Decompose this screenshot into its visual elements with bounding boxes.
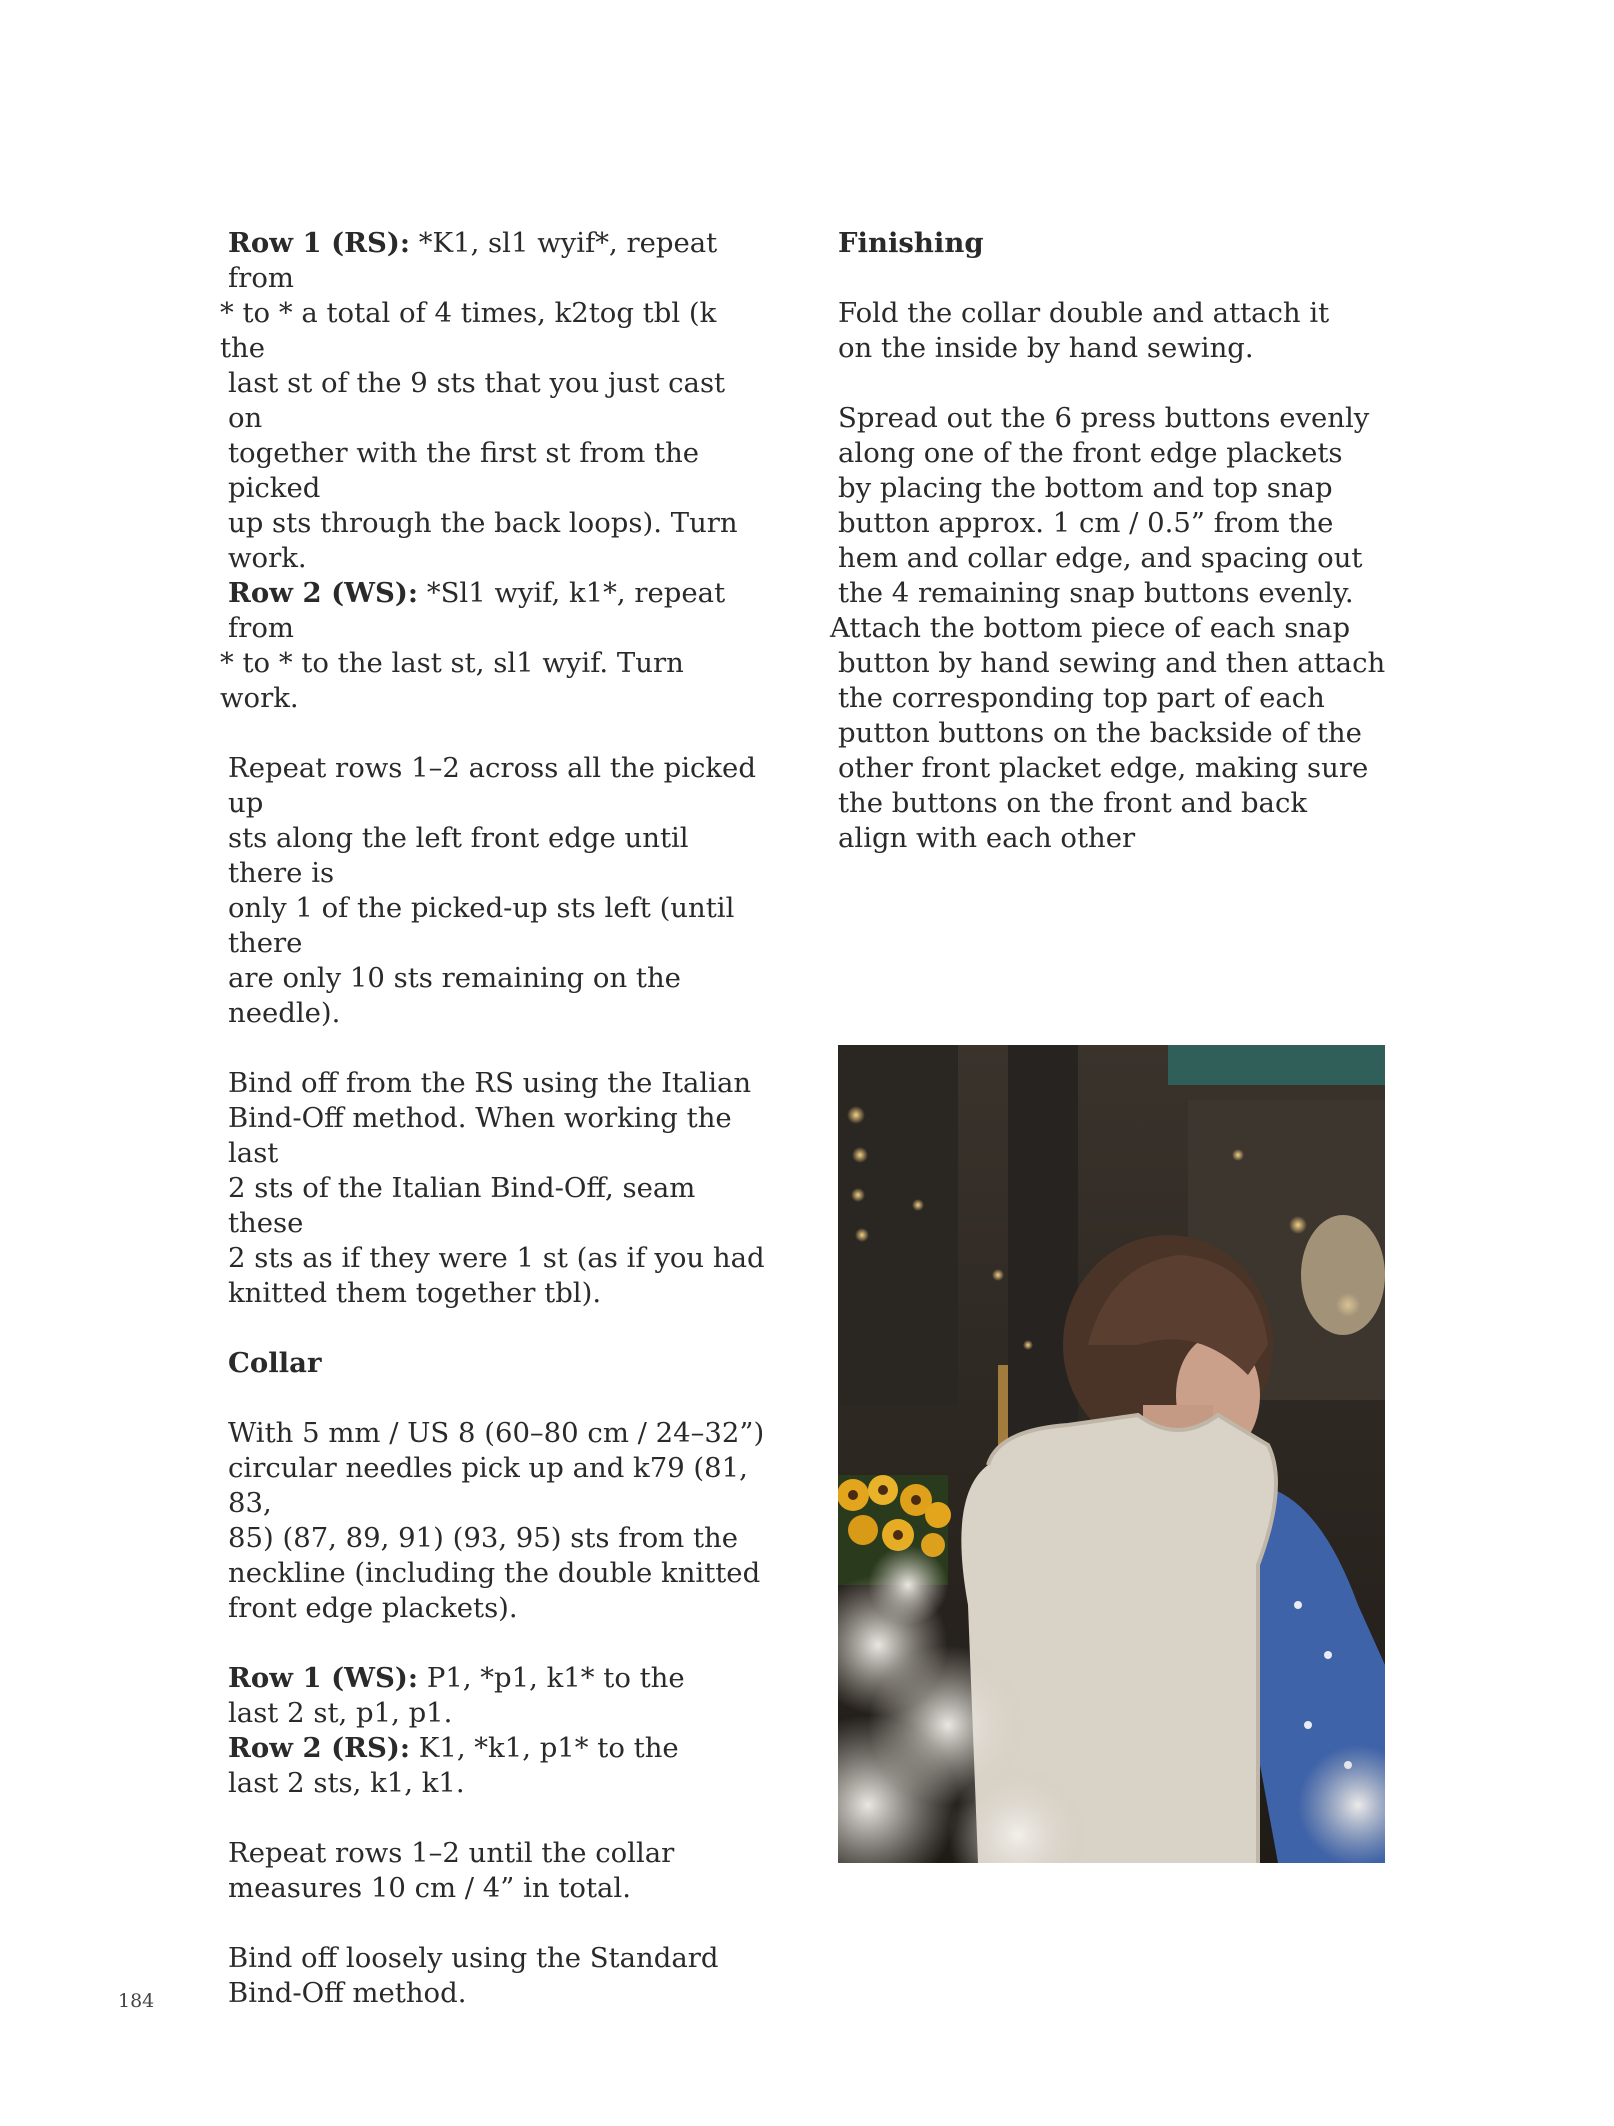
- text-line: With 5 mm / US 8 (60–80 cm / 24–32”): [228, 1417, 765, 1449]
- text-line: knitted them together tbl).: [228, 1277, 602, 1309]
- collar-row2-line2: last 2 sts, k1, k1.: [228, 1767, 465, 1799]
- fold-paragraph: [838, 296, 1398, 366]
- page-number: 184: [118, 1990, 155, 2012]
- text-line: hem and collar edge, and spacing out: [838, 542, 1363, 574]
- row1-text: *K1, sl1 wyif*, repeat from: [228, 227, 718, 294]
- text-line: sts along the left front edge until there is: [228, 822, 689, 889]
- photo-illustration: [838, 1045, 1385, 1863]
- text-line: button by hand sewing and then attach: [838, 647, 1386, 679]
- collar-heading: Collar: [228, 1347, 322, 1379]
- text-line: Bind-Off method.: [228, 1977, 467, 2009]
- collar-row1-text: P1, *p1, k1* to the: [418, 1662, 685, 1694]
- text-line: front edge plackets).: [228, 1592, 518, 1624]
- text-line: other front placket edge, making sure: [838, 752, 1369, 784]
- collar-row1-line2: last 2 st, p1, p1.: [228, 1697, 453, 1729]
- row1-line2: * to * a total of 4 times, k2tog tbl (k the: [220, 297, 717, 364]
- text-line: the corresponding top part of each: [838, 682, 1325, 714]
- collar-row1-label: Row 1 (WS):: [228, 1662, 419, 1694]
- row1-label: Row 1 (RS):: [228, 227, 411, 259]
- row1-line5: up sts through the back loops). Turn work.: [228, 507, 738, 574]
- row1-line4: together with the first st from the picked: [228, 437, 700, 504]
- text-line: align with each other: [838, 822, 1136, 854]
- text-line: 2 sts of the Italian Bind-Off, seam these: [228, 1172, 696, 1239]
- collar-row2-label: Row 2 (RS):: [228, 1732, 411, 1764]
- text-line: are only 10 sts remaining on the needle).: [228, 962, 681, 1029]
- text-line: on the inside by hand sewing.: [838, 332, 1254, 364]
- text-line: Attach the bottom piece of each snap: [830, 612, 1351, 644]
- text-line: the buttons on the front and back: [838, 787, 1308, 819]
- bindoff-paragraph: [228, 1066, 768, 1311]
- text-line: neckline (including the double knitted: [228, 1557, 761, 1589]
- text-line: Repeat rows 1–2 across all the picked up: [228, 752, 756, 819]
- spread-paragraph: [830, 401, 1398, 856]
- right-column: [830, 226, 1398, 891]
- text-line: circular needles pick up and k79 (81, 83,: [228, 1452, 748, 1519]
- text-line: 2 sts as if they were 1 st (as if you had: [228, 1242, 765, 1274]
- text-line: Repeat rows 1–2 until the collar: [228, 1837, 675, 1869]
- collar-repeat-paragraph: [228, 1836, 768, 1906]
- text-line: only 1 of the picked-up sts left (until there: [228, 892, 735, 959]
- rows-instructions: [220, 226, 768, 716]
- collar-row2-text: K1, *k1, p1* to the: [410, 1732, 679, 1764]
- text-line: Spread out the 6 press buttons evenly: [838, 402, 1370, 434]
- repeat-paragraph: [228, 751, 768, 1031]
- text-line: 85) (87, 89, 91) (93, 95) sts from the: [228, 1522, 739, 1554]
- text-line: Bind-Off method. When working the last: [228, 1102, 732, 1169]
- left-column: [220, 226, 768, 2046]
- text-line: by placing the bottom and top snap: [838, 472, 1333, 504]
- finishing-heading: Finishing: [838, 227, 984, 259]
- text-line: measures 10 cm / 4” in total.: [228, 1872, 631, 1904]
- text-line: Bind off loosely using the Standard: [228, 1942, 719, 1974]
- row1-line3: last st of the 9 sts that you just cast on: [228, 367, 726, 434]
- row2-line2: * to * to the last st, sl1 wyif. Turn work.: [220, 647, 684, 714]
- text-line: the 4 remaining snap buttons evenly.: [838, 577, 1354, 609]
- text-line: putton buttons on the backside of the: [838, 717, 1362, 749]
- text-line: Bind off from the RS using the Italian: [228, 1067, 752, 1099]
- text-line: Fold the collar double and attach it: [838, 297, 1330, 329]
- collar-bindoff-paragraph: [228, 1941, 768, 2011]
- collar-paragraph: [228, 1416, 768, 1626]
- text-line: along one of the front edge plackets: [838, 437, 1343, 469]
- collar-rows: [228, 1661, 768, 1801]
- row2-text: *Sl1 wyif, k1*, repeat from: [228, 577, 726, 644]
- vest-photo: [838, 1045, 1385, 1863]
- row2-label: Row 2 (WS):: [228, 577, 419, 609]
- text-line: button approx. 1 cm / 0.5” from the: [838, 507, 1334, 539]
